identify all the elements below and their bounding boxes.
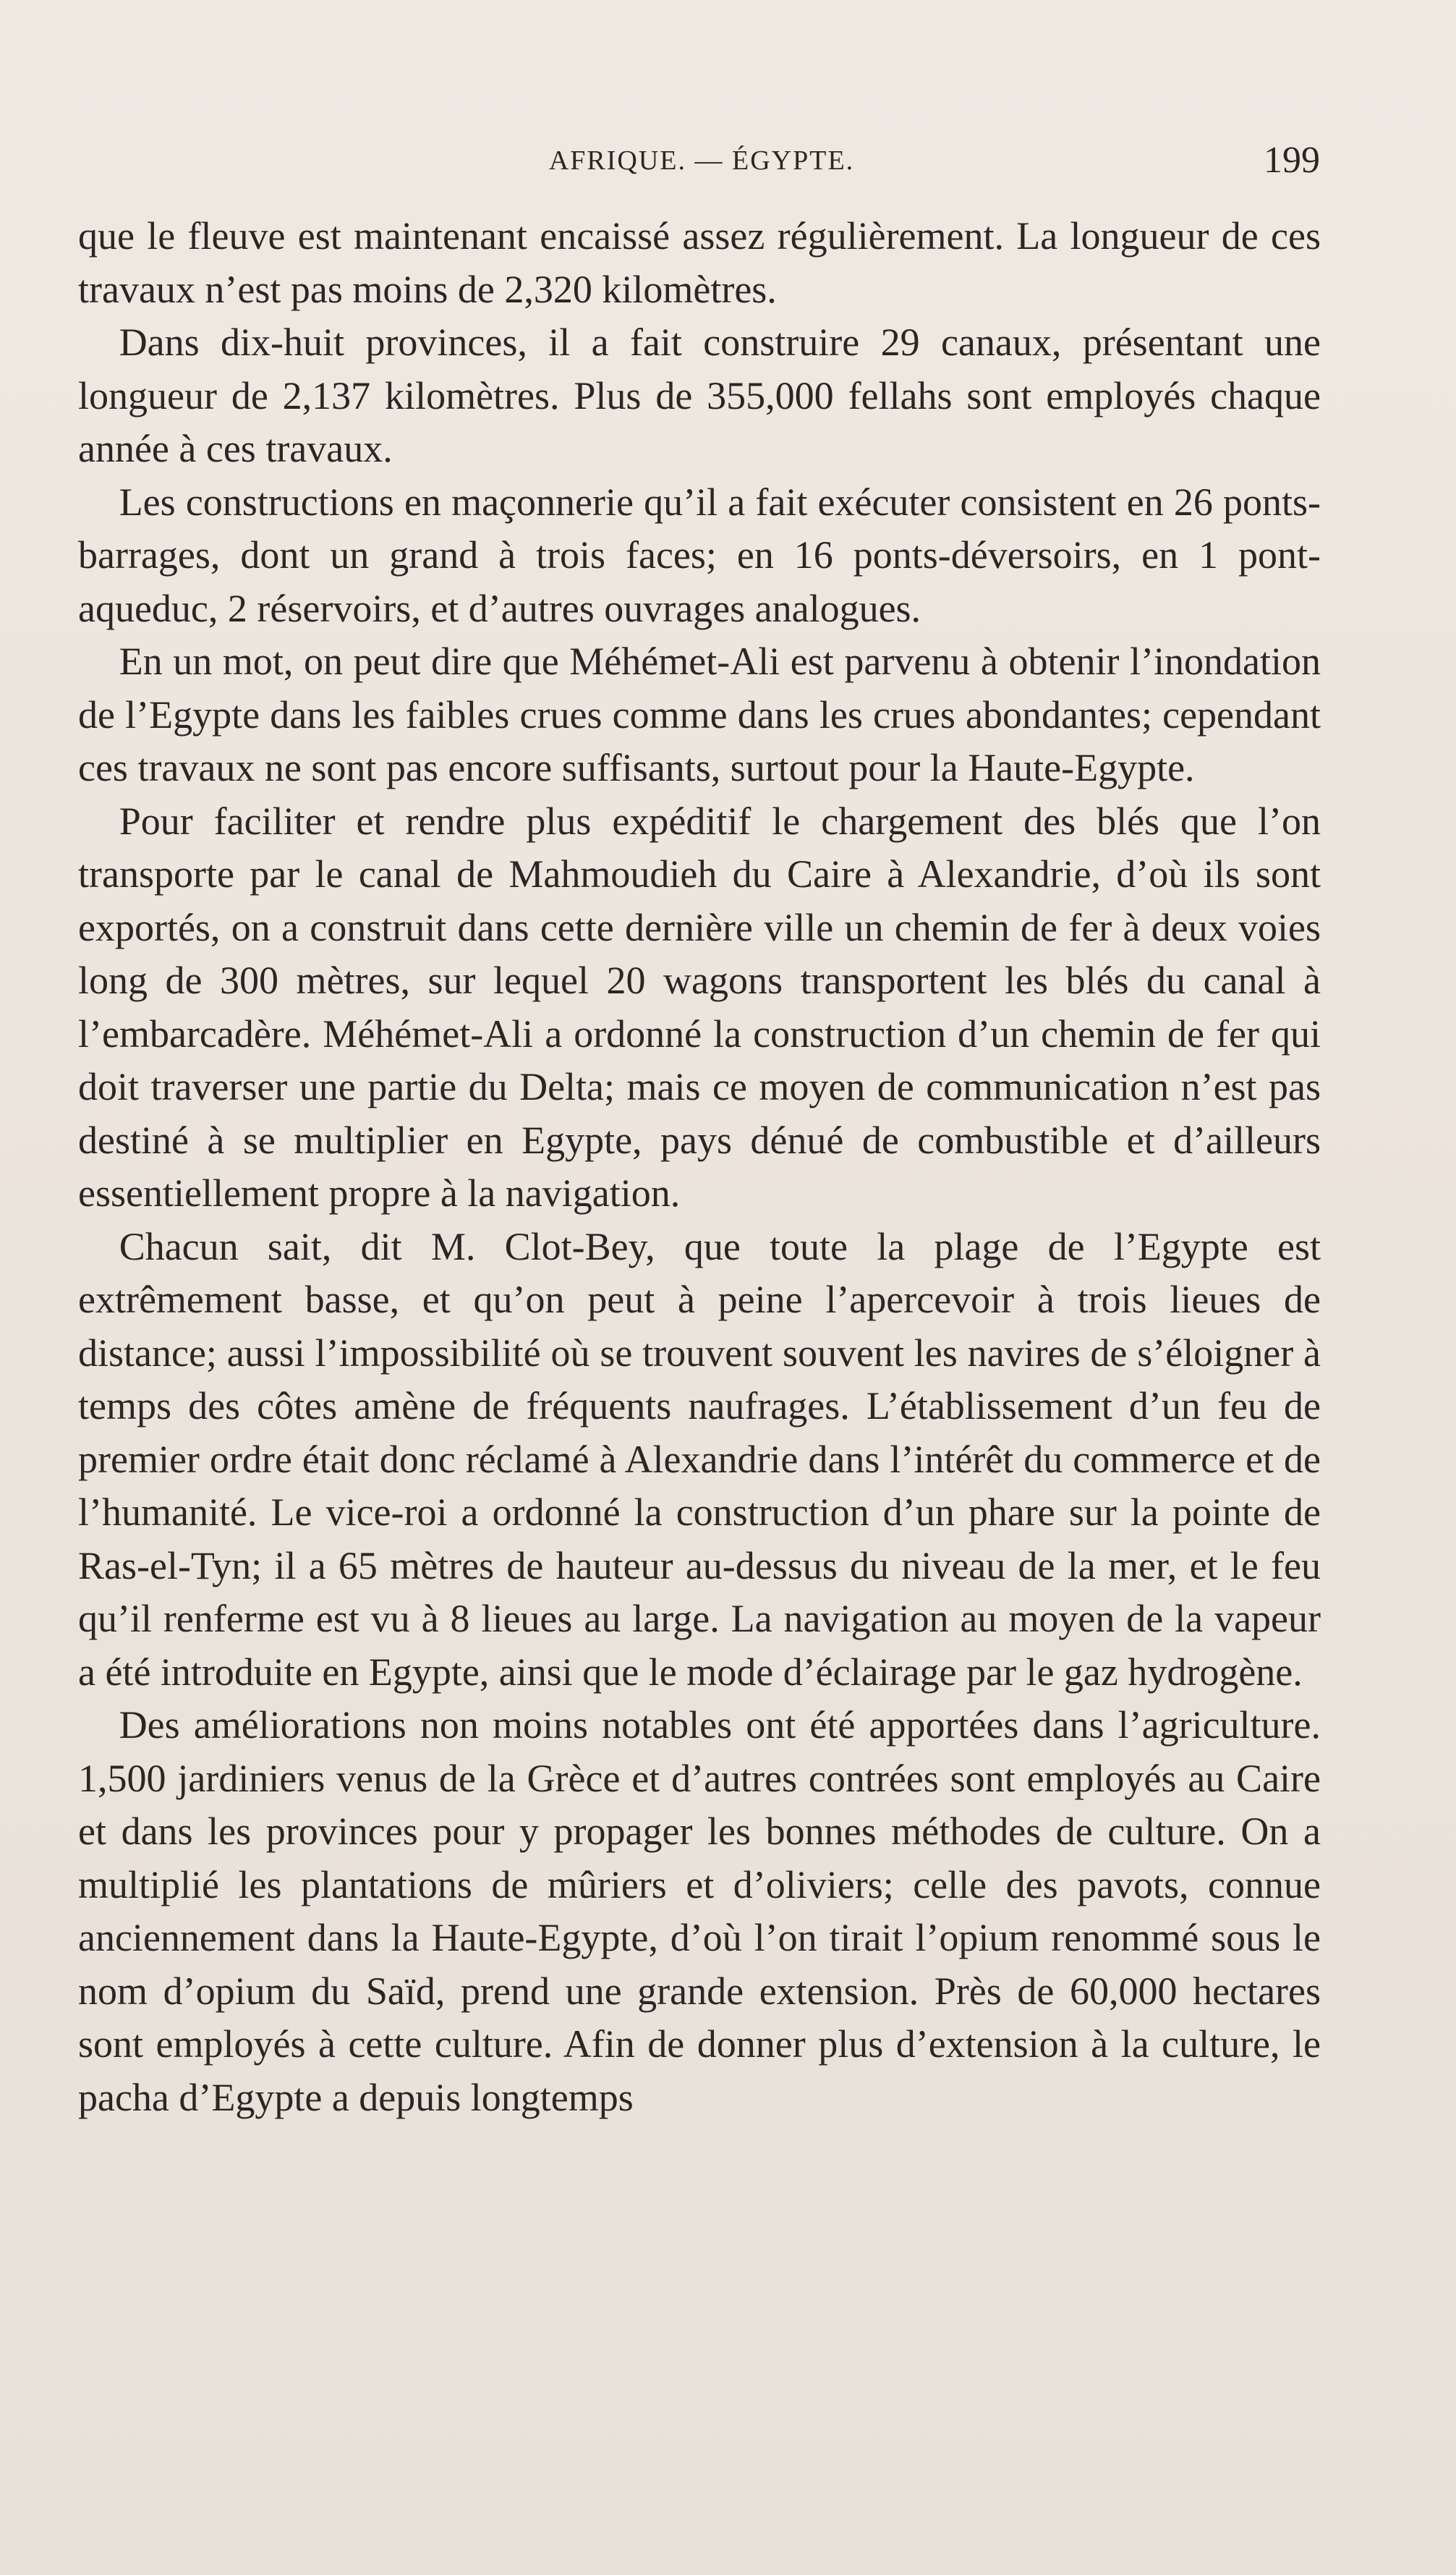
running-title: AFRIQUE. — ÉGYPTE. (548, 145, 855, 176)
page-number: 199 (1264, 140, 1320, 181)
body-text (78, 210, 1321, 2124)
paragraph-agriculture: Des améliorations non moins notables ont été apportées dans l’agriculture. 1,500 jardiniers venus de la Grèce et d’autres contrées sont employés au Caire et dans les provinces pour y propager les bonnes méthodes de culture. On a multiplié les plantations de mûriers et d’oliviers; celle des pavots, connue anciennement dans la Haute-Egypte, d’où l’on tirait l’opium renommé sous le nom d’opium du Saïd, prend une grande extension. Près de 60,000 hectares sont employés à cette culture. Afin de donner plus d’extension à la culture, le pacha d’Egypte a depuis longtemps (78, 1703, 1321, 2119)
paragraph-canals: Dans dix-huit provinces, il a fait construire 29 canaux, présentant une longueur de 2,137 kilomètres. Plus de 355,000 fellahs sont employés chaque année à ces travaux. (78, 321, 1321, 470)
paragraph-railway: Pour faciliter et rendre plus expéditif le chargement des blés que l’on transporte par le canal de Mahmoudieh du Caire à Alexandrie, d’où ils sont exportés, on a construit dans cette dernière ville un chemin de fer à deux voies long de 300 mètres, sur lequel 20 wagons transportent les blés du canal à l’embarcadère. Méhémet-Ali a ordonné la construction d’un chemin de fer qui doit traverser une partie du Delta; mais ce moyen de communication n’est pas destiné à se multiplier en Egypte, pays dénué de combustible et d’ailleurs essentiellement propre à la navigation. (78, 799, 1321, 1215)
paragraph-continuation: que le fleuve est maintenant encaissé assez régulièrement. La longueur de ces travaux n’est pas moins de 2,320 kilomètres. (78, 214, 1321, 311)
paragraph-inundation: En un mot, on peut dire que Méhémet-Ali est parvenu à obtenir l’inondation de l’Egypte dans les faibles crues comme dans les crues abondantes; cependant ces travaux ne sont pas encore suffisants, surtout pour la Haute-Egypte. (78, 640, 1321, 789)
paragraph-masonry: Les constructions en maçonnerie qu’il a fait exécuter consistent en 26 ponts-barrages, dont un grand à trois faces; en 16 ponts-déversoirs, en 1 pont-aqueduc, 2 réservoirs, et d’autres ouvrages analogues. (78, 480, 1321, 630)
running-head (83, 139, 1320, 182)
paragraph-lighthouse: Chacun sait, dit M. Clot-Bey, que toute la plage de l’Egypte est extrêmement basse, et qu’on peut à peine l’apercevoir à trois lieues de distance; aussi l’impossibilité où se trouvent souvent les navires de s’éloigner à temps des côtes amène de fréquents naufrages. L’établissement d’un feu de premier ordre était donc réclamé à Alexandrie dans l’intérêt du commerce et de l’humanité. Le vice-roi a ordonné la construction d’un phare sur la pointe de Ras-el-Tyn; il a 65 mètres de hauteur au-dessus du niveau de la mer, et le feu qu’il renferme est vu à 8 lieues au large. La navigation au moyen de la vapeur a été introduite en Egypte, ainsi que le mode d’éclairage par le gaz hydrogène. (78, 1224, 1321, 1694)
